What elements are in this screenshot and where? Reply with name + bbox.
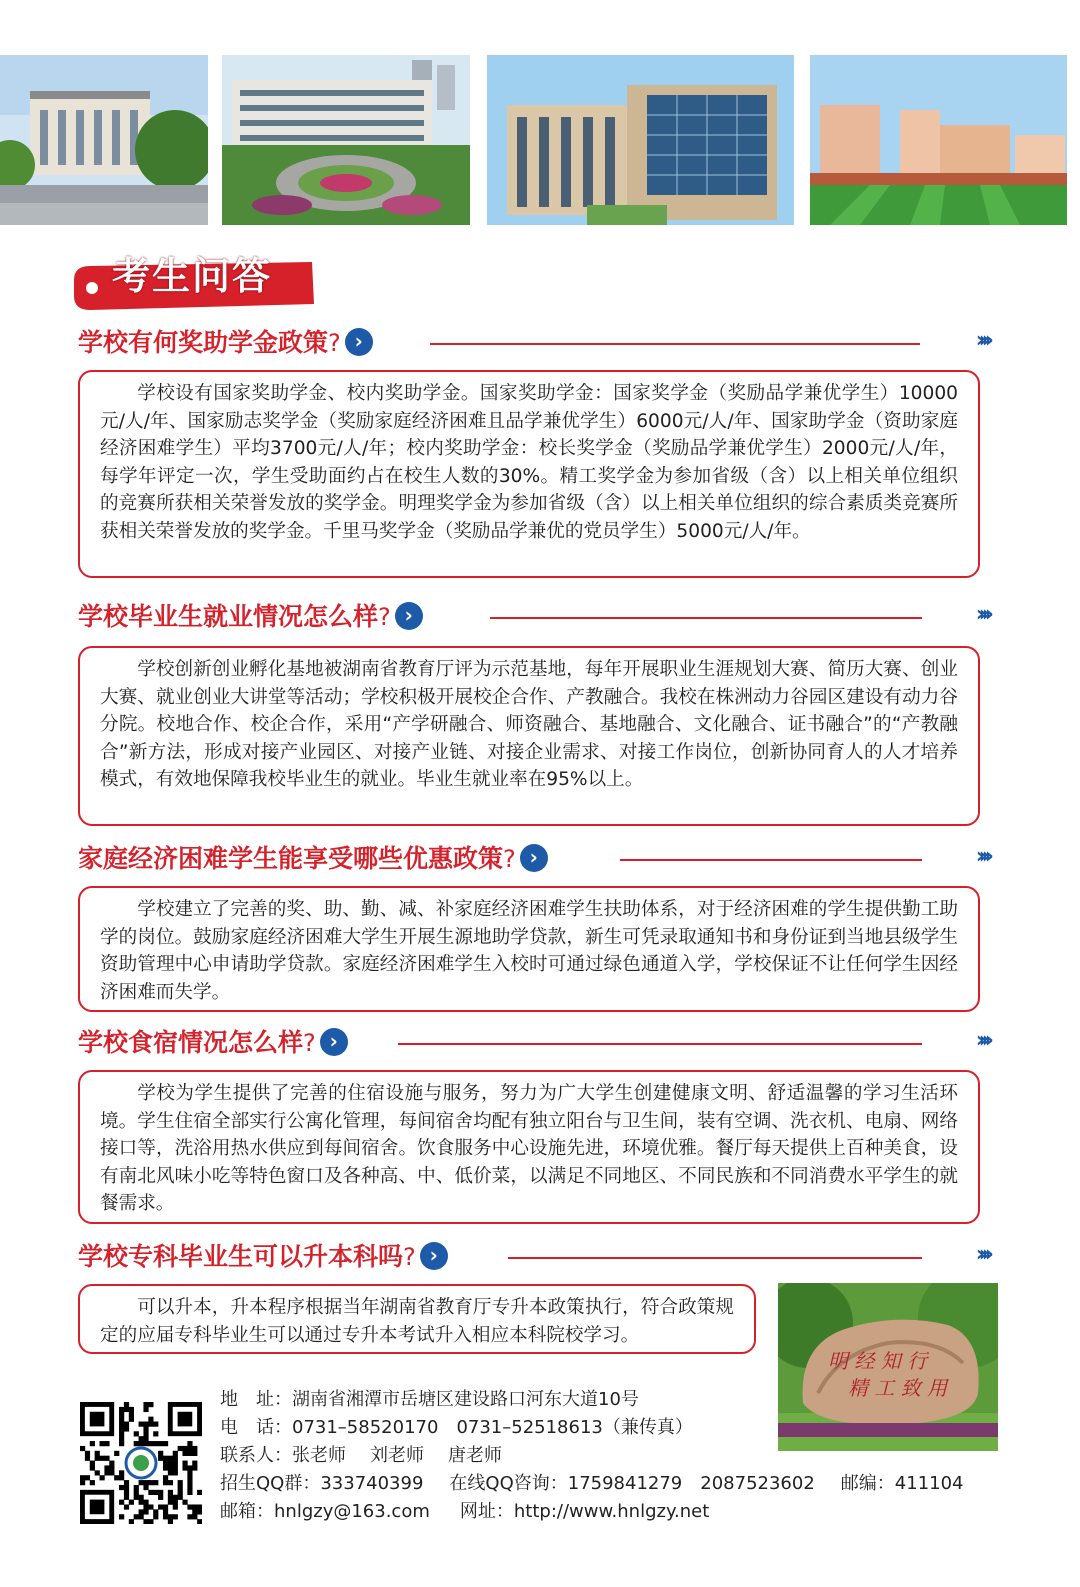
answer-box-financial-aid xyxy=(78,886,980,1012)
triple-chevron-icon: ›››› xyxy=(975,1028,988,1053)
answer-box-upgrade xyxy=(78,1284,756,1354)
chevron-right-circle-icon: › xyxy=(345,328,373,356)
address-line: 地 址：湖南省湘潭市岳塘区建设路口河东大道10号 xyxy=(220,1389,639,1410)
answer-box-employment xyxy=(78,646,980,826)
triple-chevron-icon: ›››› xyxy=(975,328,988,353)
section-title: 考生问答 xyxy=(112,254,273,298)
postcode: 邮编：411104 xyxy=(840,1473,964,1494)
question-header-accommodation: 学校食宿情况怎么样? › ›››› xyxy=(78,1028,988,1057)
contact-person: 唐老师 xyxy=(448,1445,502,1466)
contact-person: 刘老师 xyxy=(370,1445,424,1466)
campus-photo-teaching-building xyxy=(487,55,794,225)
contact-info xyxy=(220,1386,964,1526)
question-header-employment: 学校毕业生就业情况怎么样? › ›››› xyxy=(78,602,988,631)
campus-photo-library xyxy=(0,55,208,225)
answer-box-scholarship xyxy=(78,370,980,578)
qr-code xyxy=(80,1402,202,1524)
divider-line xyxy=(620,859,922,861)
triple-chevron-icon: ›››› xyxy=(975,844,988,869)
triple-chevron-icon: ›››› xyxy=(975,602,988,627)
answer-text: 学校建立了完善的奖、助、勤、减、补家庭经济困难学生扶助体系，对于经济困难的学生提供勤工助学的岗位。鼓励家庭经济困难大学生开展生源地助学贷款，新生可凭录取通知书和身份证到当地县级学生资助管理中心申请助学贷款。家庭经济困难学生入校时可通过绿色通道入学，学校保证不让任何学生因经济困难而失学。 xyxy=(100,899,958,1003)
contacts-line: 联系人：张老师 刘老师 唐老师 xyxy=(220,1445,502,1466)
divider-line xyxy=(398,1043,922,1045)
divider-line xyxy=(430,343,920,345)
answer-text: 学校创新创业孵化基地被湖南省教育厅评为示范基地，每年开展职业生涯规划大赛、简历大赛、创业大赛、就业创业大讲堂等活动；学校积极开展校企合作、产教融合。我校在株洲动力谷园区建设有动力谷分院。校地合作、校企合作，采用“产学研融合、师资融合、基地融合、文化融合、证书融合”的“产教融合”新方法，形成对接产业园区、对接产业链、对接企业需求、对接工作岗位，创新协同育人的人才培养模式，有效地保障我校毕业生的就业。毕业生就业率在95%以上。 xyxy=(100,659,958,790)
campus-photo-sports-field xyxy=(810,55,1067,225)
answer-text: 学校设有国家奖助学金、校内奖助学金。国家奖助学金：国家奖学金（奖励品学兼优学生）10000元/人/年、国家励志奖学金（奖励家庭经济困难且品学兼优学生）6000元/人/年、国家助学金（资助家庭经济困难学生）平均3700元/人/年；校内奖助学金：校长奖学金（奖励品学兼优学生）2000元/人/年，每学年评定一次，学生受助面约占在校生人数的30%。精工奖学金为参加省级（含）以上相关单位组织的竞赛所获相关荣誉发放的奖学金。明理奖学金为参加省级（含）以上相关单位组织的综合素质类竞赛所获相关荣誉发放的奖学金。千里马奖学金（奖励品学兼优的党员学生）5000元/人/年。 xyxy=(100,383,958,542)
question-text: 学校食宿情况怎么样 xyxy=(78,1028,304,1057)
divider-line xyxy=(508,1257,922,1259)
question-text: 学校专科毕业生可以升本科吗 xyxy=(78,1242,404,1271)
phone-number[interactable]: 0731–58520170 xyxy=(292,1417,439,1438)
email-web-line xyxy=(220,1498,964,1526)
phone-line: 电 话：0731–58520170 0731–52518613（兼传真） xyxy=(220,1417,693,1438)
question-text: 家庭经济困难学生能享受哪些优惠政策 xyxy=(78,844,504,873)
question-header-upgrade: 学校专科毕业生可以升本科吗? › ›››› xyxy=(78,1242,988,1271)
website-link[interactable]: 网址：http://www.hnlgzy.net xyxy=(459,1501,710,1522)
question-header-scholarship: 学校有何奖助学金政策? › ›››› xyxy=(78,328,988,357)
qq-online: 在线QQ咨询：1759841279 2087523602 xyxy=(449,1473,815,1494)
qq-line xyxy=(220,1470,964,1498)
answer-box-accommodation xyxy=(78,1070,980,1224)
contact-person: 张老师 xyxy=(292,1445,346,1466)
chevron-right-circle-icon: › xyxy=(320,1028,348,1056)
qq-group: 招生QQ群：333740399 xyxy=(220,1473,424,1494)
divider-line xyxy=(490,617,922,619)
chevron-right-circle-icon: › xyxy=(520,844,548,872)
answer-text: 学校为学生提供了完善的住宿设施与服务，努力为广大学生创建健康文明、舒适温馨的学习生活环境。学生住宿全部实行公寓化管理，每间宿舍均配有独立阳台与卫生间，装有空调、洗衣机、电扇、网络接口等，洗浴用热水供应到每间宿舍。饮食服务中心设施先进，环境优雅。餐厅每天提供上百种美食，设有南北风味小吃等特色窗口及各种高、中、低价菜，以满足不同地区、不同民族和不同消费水平学生的就餐需求。 xyxy=(100,1083,958,1214)
triple-chevron-icon: ›››› xyxy=(975,1242,988,1267)
question-text: 学校有何奖助学金政策 xyxy=(78,328,329,357)
svg-text:明 经 知 行: 明 经 知 行 xyxy=(828,1349,928,1373)
fax-number[interactable]: 0731–52518613（兼传真） xyxy=(456,1417,693,1438)
campus-photo-garden xyxy=(222,55,470,225)
svg-text:精 工 致 用: 精 工 致 用 xyxy=(848,1376,948,1400)
chevron-right-circle-icon: › xyxy=(395,602,423,630)
chevron-right-circle-icon: › xyxy=(420,1242,448,1270)
answer-text: 可以升本，升本程序根据当年湖南省教育厅专升本政策执行，符合政策规定的应届专科毕业生可以通过专升本考试升入相应本科院校学习。 xyxy=(100,1297,734,1346)
email-link[interactable]: 邮箱：hnlgzy@163.com xyxy=(220,1501,430,1522)
question-header-financial-aid: 家庭经济困难学生能享受哪些优惠政策? › ›››› xyxy=(78,844,988,873)
question-text: 学校毕业生就业情况怎么样 xyxy=(78,602,379,631)
campus-photo-strip xyxy=(0,55,1080,225)
